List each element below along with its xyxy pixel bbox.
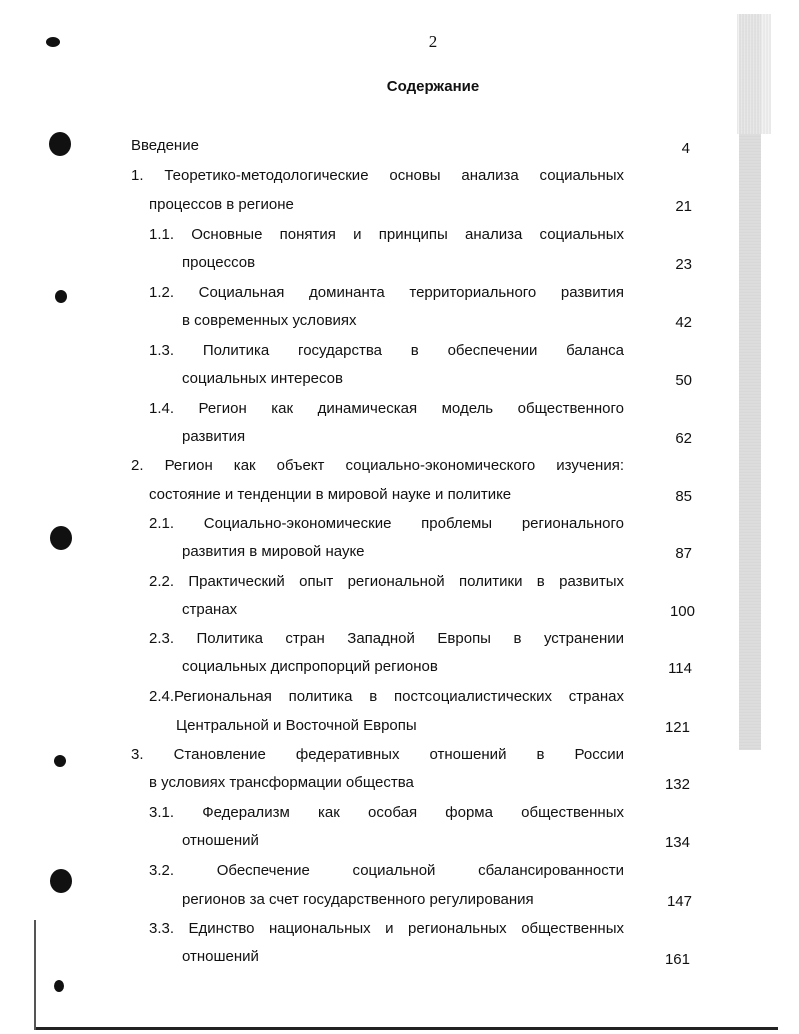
toc-entry-section-2-1: 2.1. Социально-экономические проблемы регионального — [149, 515, 624, 532]
toc-page-number: 21 — [675, 198, 692, 215]
toc-page-number: 100 — [669, 603, 695, 620]
toc-entry-section-2-3: 2.3. Политика стран Западной Европы в устранении — [149, 630, 624, 647]
toc-entry-section-2-1-cont: развития в мировой науке — [182, 543, 365, 560]
toc-entry-intro: Введение — [131, 137, 199, 154]
toc-entry-section-2-2: 2.2. Практический опыт региональной политики в развитых — [149, 573, 624, 590]
toc-entry-chapter-3-cont: в условиях трансформации общества — [149, 774, 414, 791]
toc-entry-section-2-3-cont: социальных диспропорций регионов — [182, 658, 438, 675]
toc-entry-section-3-2-cont: регионов за счет государственного регулирования — [182, 891, 534, 908]
toc-page-number: 87 — [675, 545, 692, 562]
toc-entry-section-1-4-cont: развития — [182, 428, 246, 445]
toc-entry-section-1-3-cont: социальных интересов — [182, 370, 343, 387]
toc-entry-section-1-2-cont: в современных условиях — [182, 312, 357, 329]
punch-hole-mark — [50, 526, 72, 550]
toc-page-number: 4 — [681, 140, 690, 157]
toc-entry-section-3-3-cont: отношений — [182, 948, 259, 965]
toc-entry-section-3-1-cont: отношений — [182, 832, 259, 849]
toc-page-number: 134 — [664, 834, 690, 851]
toc-page-number: 85 — [675, 488, 692, 505]
toc-page-number: 114 — [668, 660, 692, 677]
toc-entry-section-1-1: 1.1. Основные понятия и принципы анализа социальных — [149, 226, 624, 243]
punch-hole-mark — [50, 869, 72, 893]
page-bottom-edge — [34, 1027, 778, 1030]
toc-page-number: 147 — [666, 893, 692, 910]
toc-entry-section-1-2: 1.2. Социальная доминанта территориального развития — [149, 284, 624, 301]
punch-hole-mark — [54, 980, 64, 992]
page-number: 2 — [428, 32, 438, 51]
toc-page-number: 50 — [675, 372, 692, 389]
toc-entry-chapter-3: 3. Становление федеративных отношений в России — [131, 746, 624, 763]
toc-page-number: 23 — [675, 256, 692, 273]
toc-entry-chapter-1: 1. Теоретико-методологические основы анализа социальных — [131, 167, 624, 184]
toc-entry-chapter-2: 2. Регион как объект социально-экономического изучения: — [131, 457, 624, 474]
toc-entry-section-3-3: 3.3. Единство национальных и региональных общественных — [149, 920, 624, 937]
punch-hole-mark — [55, 290, 67, 303]
toc-entry-section-3-2: 3.2. Обеспечение социальной сбалансированности — [149, 862, 624, 879]
toc-page-number: 121 — [664, 719, 690, 736]
punch-hole-mark — [46, 37, 60, 47]
toc-entry-section-1-4: 1.4. Регион как динамическая модель общественного — [149, 400, 624, 417]
toc-entry-section-2-4-cont: Центральной и Восточной Европы — [176, 717, 417, 734]
punch-hole-mark — [49, 132, 71, 156]
page-left-edge — [34, 920, 36, 1030]
scan-edge-shadow — [737, 14, 771, 134]
toc-page-number: 42 — [675, 314, 692, 331]
toc-entry-section-2-2-cont: странах — [182, 601, 238, 618]
toc-page-number: 161 — [664, 951, 690, 968]
toc-page-number: 132 — [664, 776, 690, 793]
toc-entry-chapter-1-cont: процессов в регионе — [149, 196, 294, 213]
toc-entry-section-1-1-cont: процессов — [182, 254, 256, 271]
punch-hole-mark — [54, 755, 66, 767]
toc-title: Содержание — [386, 78, 480, 95]
toc-entry-section-1-3: 1.3. Политика государства в обеспечении баланса — [149, 342, 624, 359]
toc-entry-section-2-4: 2.4.Региональная политика в постсоциалистических странах — [149, 688, 624, 705]
toc-entry-section-3-1: 3.1. Федерализм как особая форма общественных — [149, 804, 624, 821]
toc-page-number: 62 — [675, 430, 692, 447]
toc-entry-chapter-2-cont: состояние и тенденции в мировой науке и политике — [149, 486, 512, 503]
